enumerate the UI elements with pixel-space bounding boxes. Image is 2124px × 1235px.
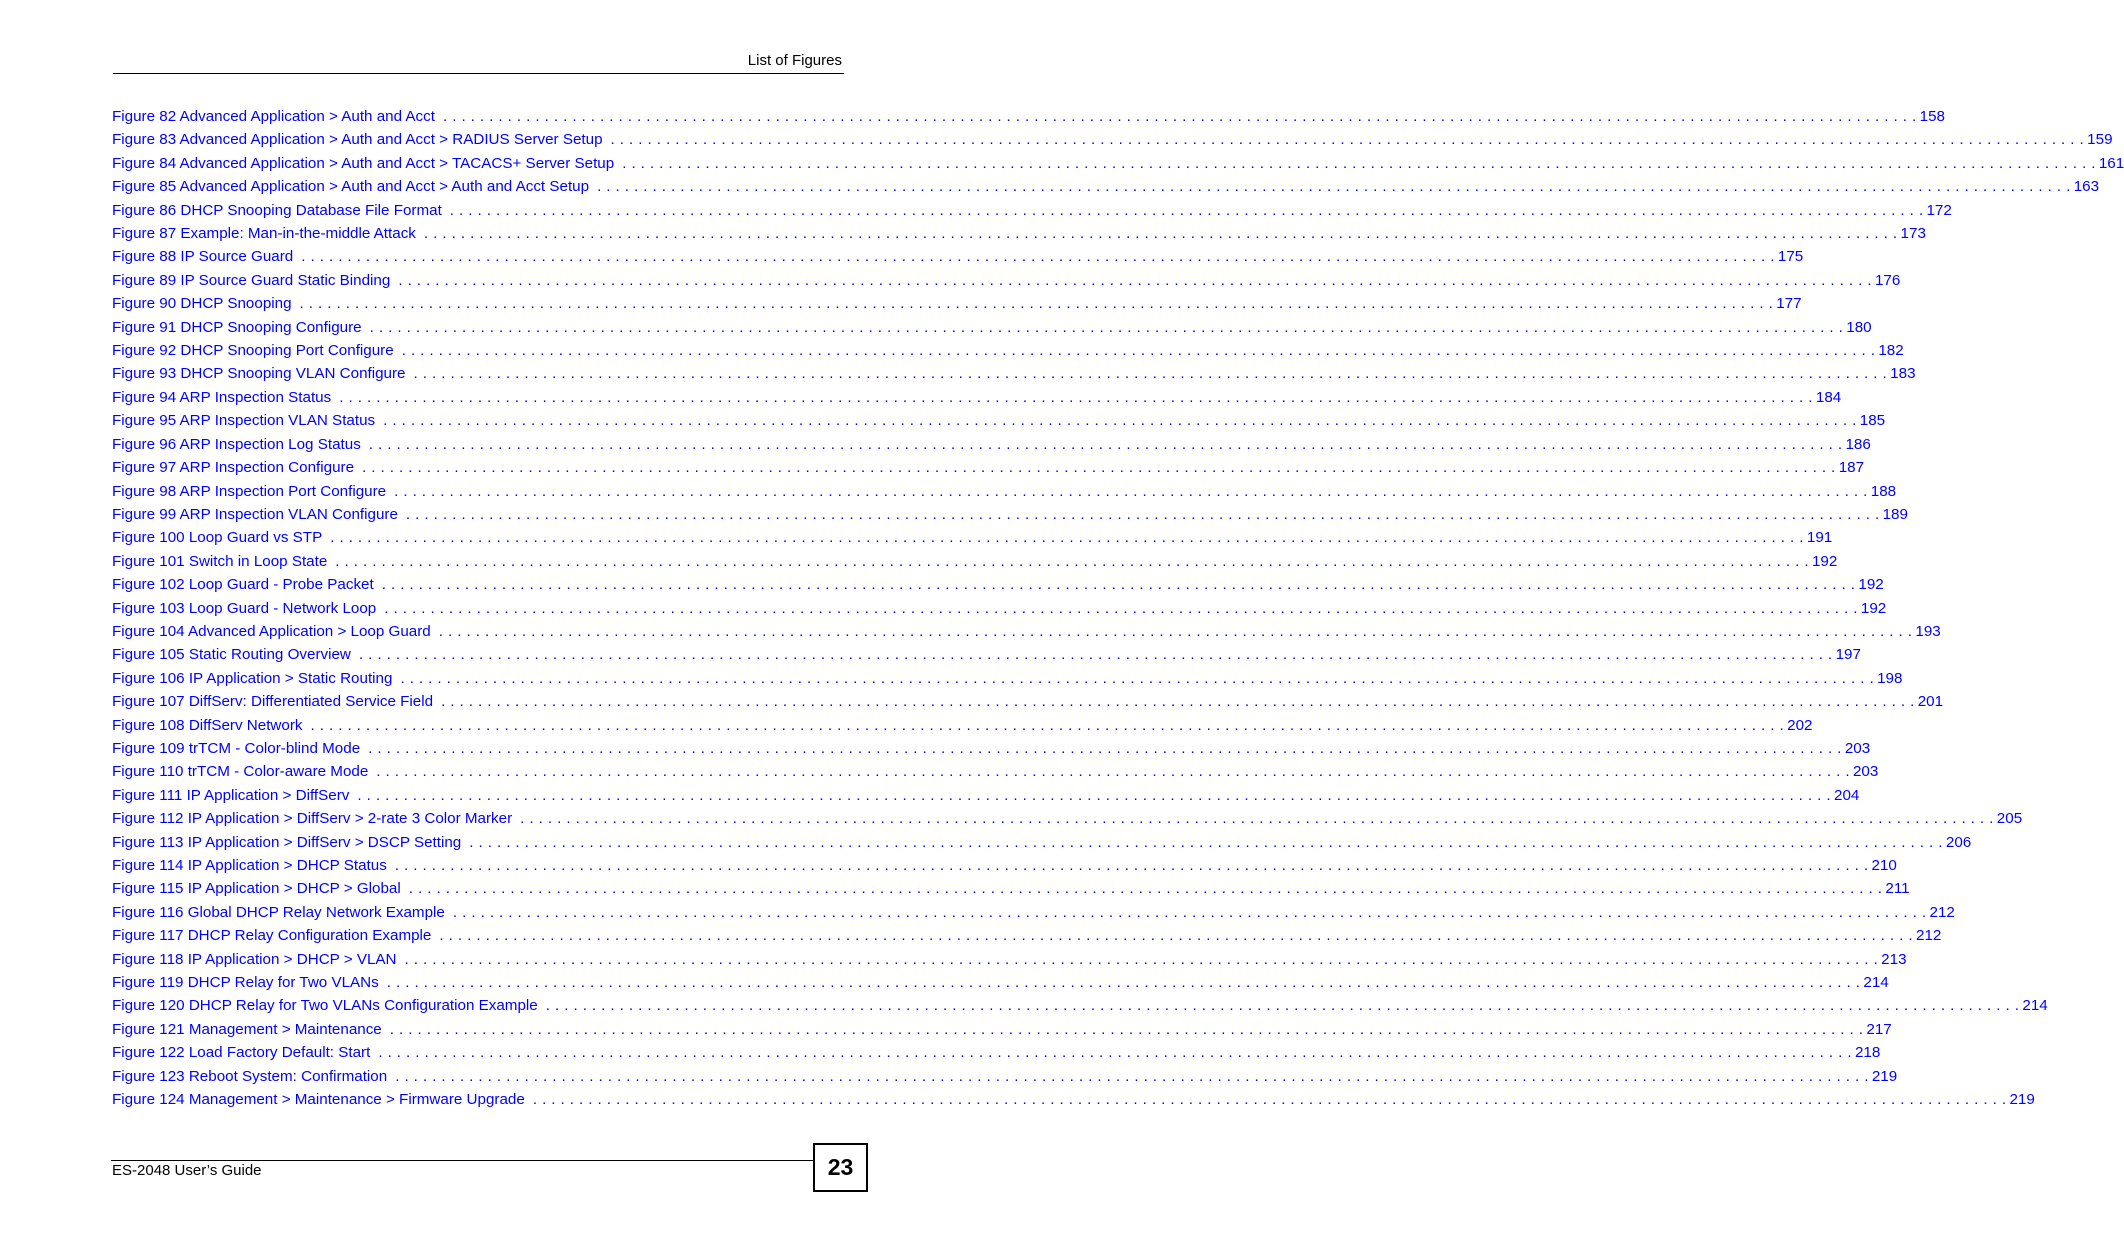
- toc-entry-label[interactable]: Figure 94 ARP Inspection Status: [112, 388, 332, 406]
- toc-entry[interactable]: [112, 503, 1908, 526]
- toc-entry[interactable]: [112, 105, 1945, 128]
- toc-entry-page[interactable]: 192: [1860, 599, 1887, 617]
- toc-entry-label[interactable]: Figure 86 DHCP Snooping Database File Format: [112, 201, 442, 219]
- toc-entry[interactable]: [112, 690, 1944, 713]
- toc-entry-page[interactable]: 173: [1900, 225, 1926, 243]
- toc-entry-page[interactable]: 182: [1878, 342, 1904, 360]
- toc-entry-page[interactable]: 176: [1874, 271, 1901, 289]
- toc-entry[interactable]: [112, 550, 1838, 573]
- toc-entry-label[interactable]: Figure 85 Advanced Application > Auth and Acct > Auth and Acct Setup: [112, 178, 590, 196]
- toc-entry[interactable]: [112, 339, 1904, 362]
- toc-dot-leader: . . . . . . . . . . . . . . . . . . . . . . . . . . . . . . . . . . . . . . . . . . . . . . . . . . . . . . . . . . . . . . . . . . . . . . . . . . . . . . . . . . . . . . . . . . . . . . . . . . . . . . . . . . . . . . . . . . . . . . . . . . . . . . . . . . . . . . . . . . . . . . . . . . . . . . . . . . . . . . . .: [520, 810, 1994, 828]
- toc-entry-label[interactable]: Figure 107 DiffServ: Differentiated Service Field: [112, 693, 434, 711]
- toc-entry[interactable]: [112, 433, 1871, 456]
- toc-entry-page[interactable]: 213: [1881, 950, 1907, 968]
- toc-entry-label[interactable]: Figure 95 ARP Inspection VLAN Status: [112, 412, 376, 430]
- toc-entry-label[interactable]: Figure 96 ARP Inspection Log Status: [112, 435, 361, 453]
- toc-entry-page[interactable]: 188: [1870, 482, 1897, 500]
- toc-dot-leader: . . . . . . . . . . . . . . . . . . . . . . . . . . . . . . . . . . . . . . . . . . . . . . . . . . . . . . . . . . . . . . . . . . . . . . . . . . . . . . . . . . . . . . . . . . . . . . . . . . . . . . . . . . . . . . . . . . . . . . . . . . . . . . . . . . . . . . . . . . . . . . . . . . . . . . . . . . . . . . . .: [299, 295, 1774, 313]
- footer-divider: [111, 1160, 815, 1161]
- toc-entry[interactable]: [112, 971, 1889, 994]
- toc-entry-page[interactable]: 163: [2073, 178, 2100, 196]
- toc-entry-page[interactable]: 214: [2022, 997, 2048, 1015]
- toc-entry[interactable]: [112, 877, 1910, 900]
- toc-entry[interactable]: [112, 480, 1897, 503]
- toc-entry[interactable]: [112, 901, 1955, 924]
- toc-dot-leader: . . . . . . . . . . . . . . . . . . . . . . . . . . . . . . . . . . . . . . . . . . . . . . . . . . . . . . . . . . . . . . . . . . . . . . . . . . . . . . . . . . . . . . . . . . . . . . . . . . . . . . . . . . . . . . . . . . . . . . . . . . . . . . . . . . . . . . . . . . . . . . . . . . . . . . . . . . . . . . . .: [597, 178, 2071, 196]
- toc-entry-page[interactable]: 185: [1859, 412, 1886, 430]
- toc-entry[interactable]: [112, 222, 1926, 245]
- toc-entry-label[interactable]: Figure 82 Advanced Application > Auth and Acct: [112, 108, 435, 125]
- toc-dot-leader: . . . . . . . . . . . . . . . . . . . . . . . . . . . . . . . . . . . . . . . . . . . . . . . . . . . . . . . . . . . . . . . . . . . . . . . . . . . . . . . . . . . . . . . . . . . . . . . . . . . . . . . . . . . . . . . . . . . . . . . . . . . . . . . . . . . . . . . . . . . . . . . . . . . . . . . . . . . . . . . .: [398, 271, 1872, 289]
- toc-entry-label[interactable]: Figure 121 Management > Maintenance: [112, 1020, 382, 1038]
- toc-entry-page[interactable]: 159: [2087, 131, 2113, 149]
- toc-dot-leader: . . . . . . . . . . . . . . . . . . . . . . . . . . . . . . . . . . . . . . . . . . . . . . . . . . . . . . . . . . . . . . . . . . . . . . . . . . . . . . . . . . . . . . . . . . . . . . . . . . . . . . . . . . . . . . . . . . . . . . . . . . . . . . . . . . . . . . . . . . . . . . . . . . . . . . . . . . . . . . . .: [330, 529, 1804, 547]
- toc-entry-page[interactable]: 172: [1926, 201, 1952, 219]
- toc-entry-label[interactable]: Figure 88 IP Source Guard: [112, 248, 294, 266]
- toc-dot-leader: . . . . . . . . . . . . . . . . . . . . . . . . . . . . . . . . . . . . . . . . . . . . . . . . . . . . . . . . . . . . . . . . . . . . . . . . . . . . . . . . . . . . . . . . . . . . . . . . . . . . . . . . . . . . . . . . . . . . . . . . . . . . . . . . . . . . . . . . . . . . . . . . . . . . . . . . . . . . . . . .: [545, 997, 2020, 1015]
- toc-entry[interactable]: [112, 760, 1879, 783]
- toc-dot-leader: . . . . . . . . . . . . . . . . . . . . . . . . . . . . . . . . . . . . . . . . . . . . . . . . . . . . . . . . . . . . . . . . . . . . . . . . . . . . . . . . . . . . . . . . . . . . . . . . . . . . . . . . . . . . . . . . . . . . . . . . . . . . . . . . . . . . . . . . . . . . . . . . . . . . . . . . . . . . . . . .: [378, 1044, 1852, 1062]
- toc-entry[interactable]: [112, 643, 1861, 666]
- toc-entry-page[interactable]: 192: [1858, 576, 1884, 594]
- toc-entry[interactable]: [112, 386, 1842, 409]
- toc-entry[interactable]: [112, 737, 1871, 760]
- toc-entry-label[interactable]: Figure 89 IP Source Guard Static Binding: [112, 271, 391, 289]
- toc-dot-leader: . . . . . . . . . . . . . . . . . . . . . . . . . . . . . . . . . . . . . . . . . . . . . . . . . . . . . . . . . . . . . . . . . . . . . . . . . . . . . . . . . . . . . . . . . . . . . . . . . . . . . . . . . . . . . . . . . . . . . . . . . . . . . . . . . . . . . . . . . . . . . . . . . . . . . . . . . . . . . . . .: [622, 154, 2096, 172]
- toc-entry[interactable]: [112, 667, 1903, 690]
- toc-dot-leader: . . . . . . . . . . . . . . . . . . . . . . . . . . . . . . . . . . . . . . . . . . . . . . . . . . . . . . . . . . . . . . . . . . . . . . . . . . . . . . . . . . . . . . . . . . . . . . . . . . . . . . . . . . . . . . . . . . . . . . . . . . . . . . . . . . . . . . . . . . . . . . . . . . . . . . . . . . . . . . . .: [532, 1091, 2007, 1109]
- toc-entry-page[interactable]: 198: [1877, 669, 1903, 687]
- toc-entry-page[interactable]: 214: [1863, 974, 1889, 992]
- toc-dot-leader: . . . . . . . . . . . . . . . . . . . . . . . . . . . . . . . . . . . . . . . . . . . . . . . . . . . . . . . . . . . . . . . . . . . . . . . . . . . . . . . . . . . . . . . . . . . . . . . . . . . . . . . . . . . . . . . . . . . . . . . . . . . . . . . . . . . . . . . . . . . . . . . . . . . . . . . . . . . . . . . .: [401, 342, 1876, 360]
- toc-entry[interactable]: [112, 456, 1865, 479]
- toc-dot-leader: . . . . . . . . . . . . . . . . . . . . . . . . . . . . . . . . . . . . . . . . . . . . . . . . . . . . . . . . . . . . . . . . . . . . . . . . . . . . . . . . . . . . . . . . . . . . . . . . . . . . . . . . . . . . . . . . . . . . . . . . . . . . . . . . . . . . . . . . . . . . . . . . . . . . . . . . . . . . . . . .: [383, 412, 1857, 430]
- toc-entry-page[interactable]: 205: [1996, 810, 2023, 828]
- toc-dot-leader: . . . . . . . . . . . . . . . . . . . . . . . . . . . . . . . . . . . . . . . . . . . . . . . . . . . . . . . . . . . . . . . . . . . . . . . . . . . . . . . . . . . . . . . . . . . . . . . . . . . . . . . . . . . . . . . . . . . . . . . . . . . . . . . . . . . . . . . . . . . . . . . . . . . . . . . . . . . . . . . .: [389, 1020, 1864, 1038]
- toc-entry[interactable]: [112, 128, 2113, 151]
- toc-entry-page[interactable]: 212: [1929, 903, 1955, 921]
- toc-entry-label[interactable]: Figure 100 Loop Guard vs STP: [112, 529, 323, 547]
- toc-entry[interactable]: [112, 714, 1813, 737]
- toc-entry-label[interactable]: Figure 84 Advanced Application > Auth and Acct > TACACS+ Server Setup: [112, 154, 615, 172]
- toc-entry-page[interactable]: 184: [1815, 388, 1842, 406]
- toc-entry-label[interactable]: Figure 101 Switch in Loop State: [112, 552, 328, 570]
- toc-entry[interactable]: [112, 409, 1886, 432]
- toc-entry-label[interactable]: Figure 116 Global DHCP Relay Network Example: [112, 903, 445, 921]
- toc-dot-leader: . . . . . . . . . . . . . . . . . . . . . . . . . . . . . . . . . . . . . . . . . . . . . . . . . . . . . . . . . . . . . . . . . . . . . . . . . . . . . . . . . . . . . . . . . . . . . . . . . . . . . . . . . . . . . . . . . . . . . . . . . . . . . . . . . . . . . . . . . . . . . . . . . . . . . . . . . . . . . . . .: [368, 435, 1843, 453]
- toc-entry-label[interactable]: Figure 119 DHCP Relay for Two VLANs: [112, 974, 379, 992]
- header-divider: [113, 73, 844, 74]
- toc-entry-page[interactable]: 211: [1885, 880, 1910, 898]
- toc-entry[interactable]: [112, 994, 2048, 1017]
- toc-dot-leader: . . . . . . . . . . . . . . . . . . . . . . . . . . . . . . . . . . . . . . . . . . . . . . . . . . . . . . . . . . . . . . . . . . . . . . . . . . . . . . . . . . . . . . . . . . . . . . . . . . . . . . . . . . . . . . . . . . . . . . . . . . . . . . . . . . . . . . . . . . . . . . . . . . . . . . . . . . . . . . . .: [335, 552, 1809, 570]
- toc-dot-leader: . . . . . . . . . . . . . . . . . . . . . . . . . . . . . . . . . . . . . . . . . . . . . . . . . . . . . . . . . . . . . . . . . . . . . . . . . . . . . . . . . . . . . . . . . . . . . . . . . . . . . . . . . . . . . . . . . . . . . . . . . . . . . . . . . . . . . . . . . . . . . . . . . . . . . . . . . . . . . . . .: [439, 927, 1914, 945]
- toc-entry-label[interactable]: Figure 109 trTCM - Color-blind Mode: [112, 739, 361, 757]
- toc-entry-page[interactable]: 158: [1919, 108, 1945, 125]
- toc-entry[interactable]: [112, 152, 2124, 175]
- toc-dot-leader: . . . . . . . . . . . . . . . . . . . . . . . . . . . . . . . . . . . . . . . . . . . . . . . . . . . . . . . . . . . . . . . . . . . . . . . . . . . . . . . . . . . . . . . . . . . . . . . . . . . . . . . . . . . . . . . . . . . . . . . . . . . . . . . . . . . . . . . . . . . . . . . . . . . . . . . . . . . . . . . .: [413, 365, 1888, 383]
- toc-entry-label[interactable]: Figure 105 Static Routing Overview: [112, 646, 351, 664]
- toc-dot-leader: . . . . . . . . . . . . . . . . . . . . . . . . . . . . . . . . . . . . . . . . . . . . . . . . . . . . . . . . . . . . . . . . . . . . . . . . . . . . . . . . . . . . . . . . . . . . . . . . . . . . . . . . . . . . . . . . . . . . . . . . . . . . . . . . . . . . . . . . . . . . . . . . . . . . . . . . . . . . . . . .: [386, 974, 1861, 992]
- toc-entry[interactable]: [112, 573, 1884, 596]
- toc-entry-label[interactable]: Figure 97 ARP Inspection Configure: [112, 459, 355, 477]
- toc-entry[interactable]: [112, 807, 2023, 830]
- toc-entry-label[interactable]: Figure 115 IP Application > DHCP > Global: [112, 880, 401, 898]
- toc-entry-label[interactable]: Figure 99 ARP Inspection VLAN Configure: [112, 505, 398, 523]
- toc-dot-leader: . . . . . . . . . . . . . . . . . . . . . . . . . . . . . . . . . . . . . . . . . . . . . . . . . . . . . . . . . . . . . . . . . . . . . . . . . . . . . . . . . . . . . . . . . . . . . . . . . . . . . . . . . . . . . . . . . . . . . . . . . . . . . . . . . . . . . . . . . . . . . . . . . . . . . . . . . . . . . . . .: [394, 857, 1869, 874]
- toc-dot-leader: . . . . . . . . . . . . . . . . . . . . . . . . . . . . . . . . . . . . . . . . . . . . . . . . . . . . . . . . . . . . . . . . . . . . . . . . . . . . . . . . . . . . . . . . . . . . . . . . . . . . . . . . . . . . . . . . . . . . . . . . . . . . . . . . . . . . . . . . . . . . . . . . . . . . . . . . . . . . . . . .: [394, 482, 1868, 500]
- toc-entry-label[interactable]: Figure 120 DHCP Relay for Two VLANs Configuration Example: [112, 997, 538, 1015]
- toc-dot-leader: . . . . . . . . . . . . . . . . . . . . . . . . . . . . . . . . . . . . . . . . . . . . . . . . . . . . . . . . . . . . . . . . . . . . . . . . . . . . . . . . . . . . . . . . . . . . . . . . . . . . . . . . . . . . . . . . . . . . . . . . . . . . . . . . . . . . . . . . . . . . . . . . . . . . . . . . . . . . . . . .: [368, 739, 1842, 757]
- toc-entry-label[interactable]: Figure 83 Advanced Application > Auth and Acct > RADIUS Server Setup: [112, 131, 603, 149]
- toc-entry-page[interactable]: 177: [1776, 295, 1802, 313]
- toc-entry[interactable]: [112, 831, 1972, 854]
- toc-entry-label[interactable]: Figure 91 DHCP Snooping Configure: [112, 318, 362, 336]
- toc-dot-leader: . . . . . . . . . . . . . . . . . . . . . . . . . . . . . . . . . . . . . . . . . . . . . . . . . . . . . . . . . . . . . . . . . . . . . . . . . . . . . . . . . . . . . . . . . . . . . . . . . . . . . . . . . . . . . . . . . . . . . . . . . . . . . . . . . . . . . . . . . . . . . . . . . . . . . . . . . . . . . . . .: [381, 576, 1856, 594]
- toc-dot-leader: . . . . . . . . . . . . . . . . . . . . . . . . . . . . . . . . . . . . . . . . . . . . . . . . . . . . . . . . . . . . . . . . . . . . . . . . . . . . . . . . . . . . . . . . . . . . . . . . . . . . . . . . . . . . . . . . . . . . . . . . . . . . . . . . . . . . . . . . . . . . . . . . . . . . . . . . . . . . . . . .: [405, 505, 1880, 523]
- footer-guide-title: ES-2048 User’s Guide: [112, 1162, 262, 1179]
- toc-entry-label[interactable]: Figure 104 Advanced Application > Loop Guard: [112, 622, 431, 640]
- toc-entry-page[interactable]: 186: [1845, 435, 1871, 453]
- toc-dot-leader: . . . . . . . . . . . . . . . . . . . . . . . . . . . . . . . . . . . . . . . . . . . . . . . . . . . . . . . . . . . . . . . . . . . . . . . . . . . . . . . . . . . . . . . . . . . . . . . . . . . . . . . . . . . . . . . . . . . . . . . . . . . . . . . . . . . . . . . . . . . . . . . . . . . . . . . . . . . . . . . .: [362, 459, 1836, 477]
- list-of-figures: [112, 105, 2124, 1111]
- toc-entry-label[interactable]: Figure 92 DHCP Snooping Port Configure: [112, 342, 394, 360]
- toc-entry[interactable]: [112, 292, 1802, 315]
- toc-entry-label[interactable]: Figure 110 trTCM - Color-aware Mode: [112, 763, 369, 781]
- toc-dot-leader: . . . . . . . . . . . . . . . . . . . . . . . . . . . . . . . . . . . . . . . . . . . . . . . . . . . . . . . . . . . . . . . . . . . . . . . . . . . . . . . . . . . . . . . . . . . . . . . . . . . . . . . . . . . . . . . . . . . . . . . . . . . . . . . . . . . . . . . . . . . . . . . . . . . . . . . . . . . . . . . .: [339, 388, 1813, 406]
- toc-entry[interactable]: [112, 924, 1942, 947]
- toc-entry[interactable]: [112, 1018, 1892, 1041]
- toc-entry-label[interactable]: Figure 113 IP Application > DiffServ > DSCP Setting: [112, 833, 462, 851]
- toc-entry-page[interactable]: 210: [1871, 857, 1897, 874]
- toc-dot-leader: . . . . . . . . . . . . . . . . . . . . . . . . . . . . . . . . . . . . . . . . . . . . . . . . . . . . . . . . . . . . . . . . . . . . . . . . . . . . . . . . . . . . . . . . . . . . . . . . . . . . . . . . . . . . . . . . . . . . . . . . . . . . . . . . . . . . . . . . . . . . . . . . . . . . . . . . . . . . . . . .: [395, 1067, 1869, 1085]
- toc-entry[interactable]: [112, 597, 1887, 620]
- toc-entry[interactable]: [112, 175, 2100, 198]
- toc-dot-leader: . . . . . . . . . . . . . . . . . . . . . . . . . . . . . . . . . . . . . . . . . . . . . . . . . . . . . . . . . . . . . . . . . . . . . . . . . . . . . . . . . . . . . . . . . . . . . . . . . . . . . . . . . . . . . . . . . . . . . . . . . . . . . . . . . . . . . . . . . . . . . . . . . . . . . . . . . . . . . . . .: [357, 786, 1832, 804]
- toc-entry-page[interactable]: 175: [1777, 248, 1804, 266]
- toc-entry[interactable]: [112, 269, 1901, 292]
- toc-entry-page[interactable]: 219: [2009, 1091, 2035, 1109]
- toc-entry[interactable]: [112, 245, 1804, 268]
- toc-dot-leader: . . . . . . . . . . . . . . . . . . . . . . . . . . . . . . . . . . . . . . . . . . . . . . . . . . . . . . . . . . . . . . . . . . . . . . . . . . . . . . . . . . . . . . . . . . . . . . . . . . . . . . . . . . . . . . . . . . . . . . . . . . . . . . . . . . . . . . . . . . . . . . . . . . . . . . . . . . . . . . . .: [408, 880, 1883, 898]
- toc-dot-leader: . . . . . . . . . . . . . . . . . . . . . . . . . . . . . . . . . . . . . . . . . . . . . . . . . . . . . . . . . . . . . . . . . . . . . . . . . . . . . . . . . . . . . . . . . . . . . . . . . . . . . . . . . . . . . . . . . . . . . . . . . . . . . . . . . . . . . . . . . . . . . . . . . . . . . . . . . . . . . . . .: [404, 950, 1879, 968]
- toc-entry[interactable]: [112, 620, 1941, 643]
- toc-entry-label[interactable]: Figure 123 Reboot System: Confirmation: [112, 1067, 388, 1085]
- toc-entry[interactable]: [112, 854, 1897, 877]
- toc-dot-leader: . . . . . . . . . . . . . . . . . . . . . . . . . . . . . . . . . . . . . . . . . . . . . . . . . . . . . . . . . . . . . . . . . . . . . . . . . . . . . . . . . . . . . . . . . . . . . . . . . . . . . . . . . . . . . . . . . . . . . . . . . . . . . . . . . . . . . . . . . . . . . . . . . . . . . . . . . . . . . . . .: [441, 693, 1915, 711]
- toc-entry-page[interactable]: 187: [1838, 459, 1865, 477]
- page-number: 23: [813, 1143, 868, 1192]
- toc-dot-leader: . . . . . . . . . . . . . . . . . . . . . . . . . . . . . . . . . . . . . . . . . . . . . . . . . . . . . . . . . . . . . . . . . . . . . . . . . . . . . . . . . . . . . . . . . . . . . . . . . . . . . . . . . . . . . . . . . . . . . . . . . . . . . . . . . . . . . . . . . . . . . . . . . . . . . . . . . . . . . . . .: [469, 833, 1943, 851]
- toc-entry-page[interactable]: 218: [1854, 1044, 1881, 1062]
- toc-dot-leader: . . . . . . . . . . . . . . . . . . . . . . . . . . . . . . . . . . . . . . . . . . . . . . . . . . . . . . . . . . . . . . . . . . . . . . . . . . . . . . . . . . . . . . . . . . . . . . . . . . . . . . . . . . . . . . . . . . . . . . . . . . . . . . . . . . . . . . . . . . . . . . . . . . . . . . . . . . . . . . . .: [452, 903, 1927, 921]
- toc-entry-page[interactable]: 191: [1806, 529, 1833, 547]
- toc-entry[interactable]: [112, 362, 1916, 385]
- toc-entry-page[interactable]: 203: [1852, 763, 1879, 781]
- toc-entry-page[interactable]: 203: [1844, 739, 1871, 757]
- toc-entry-label[interactable]: Figure 93 DHCP Snooping VLAN Configure: [112, 365, 406, 383]
- toc-entry-label[interactable]: Figure 102 Loop Guard - Probe Packet: [112, 576, 374, 594]
- toc-entry[interactable]: [112, 1088, 2035, 1111]
- toc-entry-label[interactable]: Figure 98 ARP Inspection Port Configure: [112, 482, 387, 500]
- toc-entry-page[interactable]: 219: [1871, 1067, 1898, 1085]
- toc-entry-label[interactable]: Figure 90 DHCP Snooping: [112, 295, 292, 313]
- toc-entry-page[interactable]: 183: [1890, 365, 1916, 383]
- toc-dot-leader: . . . . . . . . . . . . . . . . . . . . . . . . . . . . . . . . . . . . . . . . . . . . . . . . . . . . . . . . . . . . . . . . . . . . . . . . . . . . . . . . . . . . . . . . . . . . . . . . . . . . . . . . . . . . . . . . . . . . . . . . . . . . . . . . . . . . . . . . . . . . . . . . . . . . . . . . . . . . . . . .: [442, 108, 1917, 125]
- toc-entry[interactable]: [112, 316, 1872, 339]
- toc-entry-label[interactable]: Figure 114 IP Application > DHCP Status: [112, 857, 387, 874]
- toc-dot-leader: . . . . . . . . . . . . . . . . . . . . . . . . . . . . . . . . . . . . . . . . . . . . . . . . . . . . . . . . . . . . . . . . . . . . . . . . . . . . . . . . . . . . . . . . . . . . . . . . . . . . . . . . . . . . . . . . . . . . . . . . . . . . . . . . . . . . . . . . . . . . . . . . . . . . . . . . . . . . . . . .: [423, 225, 1898, 243]
- toc-dot-leader: . . . . . . . . . . . . . . . . . . . . . . . . . . . . . . . . . . . . . . . . . . . . . . . . . . . . . . . . . . . . . . . . . . . . . . . . . . . . . . . . . . . . . . . . . . . . . . . . . . . . . . . . . . . . . . . . . . . . . . . . . . . . . . . . . . . . . . . . . . . . . . . . . . . . . . . . . . . . . . . .: [301, 248, 1775, 266]
- toc-entry-page[interactable]: 161: [2098, 154, 2124, 172]
- toc-entry-label[interactable]: Figure 122 Load Factory Default: Start: [112, 1044, 371, 1062]
- toc-entry-page[interactable]: 192: [1811, 552, 1838, 570]
- toc-entry-label[interactable]: Figure 118 IP Application > DHCP > VLAN: [112, 950, 397, 968]
- toc-dot-leader: . . . . . . . . . . . . . . . . . . . . . . . . . . . . . . . . . . . . . . . . . . . . . . . . . . . . . . . . . . . . . . . . . . . . . . . . . . . . . . . . . . . . . . . . . . . . . . . . . . . . . . . . . . . . . . . . . . . . . . . . . . . . . . . . . . . . . . . . . . . . . . . . . . . . . . . . . . . . . . . .: [610, 131, 2085, 149]
- toc-entry-label[interactable]: Figure 111 IP Application > DiffServ: [112, 786, 350, 804]
- toc-dot-leader: . . . . . . . . . . . . . . . . . . . . . . . . . . . . . . . . . . . . . . . . . . . . . . . . . . . . . . . . . . . . . . . . . . . . . . . . . . . . . . . . . . . . . . . . . . . . . . . . . . . . . . . . . . . . . . . . . . . . . . . . . . . . . . . . . . . . . . . . . . . . . . . . . . . . . . . . . . . . . . . .: [358, 646, 1833, 664]
- toc-entry-page[interactable]: 201: [1917, 693, 1944, 711]
- toc-dot-leader: . . . . . . . . . . . . . . . . . . . . . . . . . . . . . . . . . . . . . . . . . . . . . . . . . . . . . . . . . . . . . . . . . . . . . . . . . . . . . . . . . . . . . . . . . . . . . . . . . . . . . . . . . . . . . . . . . . . . . . . . . . . . . . . . . . . . . . . . . . . . . . . . . . . . . . . . . . . . . . . .: [449, 201, 1924, 219]
- running-header-title: List of Figures: [747, 52, 842, 69]
- toc-entry-label[interactable]: Figure 108 DiffServ Network: [112, 716, 303, 734]
- toc-entry-page[interactable]: 212: [1916, 927, 1942, 945]
- toc-entry-page[interactable]: 204: [1834, 786, 1860, 804]
- toc-entry[interactable]: [112, 199, 1952, 222]
- toc-entry-page[interactable]: 217: [1866, 1020, 1892, 1038]
- toc-entry-label[interactable]: Figure 124 Management > Maintenance > Firmware Upgrade: [112, 1091, 525, 1109]
- toc-entry[interactable]: [112, 948, 1907, 971]
- toc-entry-page[interactable]: 206: [1945, 833, 1972, 851]
- toc-entry-page[interactable]: 197: [1835, 646, 1861, 664]
- toc-entry-label[interactable]: Figure 103 Loop Guard - Network Loop: [112, 599, 377, 617]
- toc-entry-page[interactable]: 180: [1846, 318, 1872, 336]
- toc-dot-leader: . . . . . . . . . . . . . . . . . . . . . . . . . . . . . . . . . . . . . . . . . . . . . . . . . . . . . . . . . . . . . . . . . . . . . . . . . . . . . . . . . . . . . . . . . . . . . . . . . . . . . . . . . . . . . . . . . . . . . . . . . . . . . . . . . . . . . . . . . . . . . . . . . . . . . . . . . . . . . . . .: [400, 669, 1875, 687]
- toc-entry-page[interactable]: 193: [1915, 622, 1941, 640]
- toc-dot-leader: . . . . . . . . . . . . . . . . . . . . . . . . . . . . . . . . . . . . . . . . . . . . . . . . . . . . . . . . . . . . . . . . . . . . . . . . . . . . . . . . . . . . . . . . . . . . . . . . . . . . . . . . . . . . . . . . . . . . . . . . . . . . . . . . . . . . . . . . . . . . . . . . . . . . . . . . . . . . . . . .: [376, 763, 1850, 781]
- toc-entry-label[interactable]: Figure 117 DHCP Relay Configuration Example: [112, 927, 432, 945]
- toc-entry[interactable]: [112, 526, 1833, 549]
- toc-entry[interactable]: [112, 1065, 1898, 1088]
- toc-dot-leader: . . . . . . . . . . . . . . . . . . . . . . . . . . . . . . . . . . . . . . . . . . . . . . . . . . . . . . . . . . . . . . . . . . . . . . . . . . . . . . . . . . . . . . . . . . . . . . . . . . . . . . . . . . . . . . . . . . . . . . . . . . . . . . . . . . . . . . . . . . . . . . . . . . . . . . . . . . . . . . . .: [438, 622, 1913, 640]
- toc-dot-leader: . . . . . . . . . . . . . . . . . . . . . . . . . . . . . . . . . . . . . . . . . . . . . . . . . . . . . . . . . . . . . . . . . . . . . . . . . . . . . . . . . . . . . . . . . . . . . . . . . . . . . . . . . . . . . . . . . . . . . . . . . . . . . . . . . . . . . . . . . . . . . . . . . . . . . . . . . . . . . . . .: [310, 716, 1785, 734]
- toc-entry[interactable]: [112, 784, 1860, 807]
- toc-dot-leader: . . . . . . . . . . . . . . . . . . . . . . . . . . . . . . . . . . . . . . . . . . . . . . . . . . . . . . . . . . . . . . . . . . . . . . . . . . . . . . . . . . . . . . . . . . . . . . . . . . . . . . . . . . . . . . . . . . . . . . . . . . . . . . . . . . . . . . . . . . . . . . . . . . . . . . . . . . . . . . . .: [369, 318, 1844, 336]
- toc-entry-label[interactable]: Figure 87 Example: Man-in-the-middle Attack: [112, 225, 416, 243]
- toc-dot-leader: . . . . . . . . . . . . . . . . . . . . . . . . . . . . . . . . . . . . . . . . . . . . . . . . . . . . . . . . . . . . . . . . . . . . . . . . . . . . . . . . . . . . . . . . . . . . . . . . . . . . . . . . . . . . . . . . . . . . . . . . . . . . . . . . . . . . . . . . . . . . . . . . . . . . . . . . . . . . . . . .: [384, 599, 1858, 617]
- toc-entry-label[interactable]: Figure 106 IP Application > Static Routing: [112, 669, 393, 687]
- toc-entry-page[interactable]: 202: [1787, 716, 1813, 734]
- toc-entry[interactable]: [112, 1041, 1881, 1064]
- toc-entry-label[interactable]: Figure 112 IP Application > DiffServ > 2-rate 3 Color Marker: [112, 810, 513, 828]
- toc-entry-page[interactable]: 189: [1882, 505, 1908, 523]
